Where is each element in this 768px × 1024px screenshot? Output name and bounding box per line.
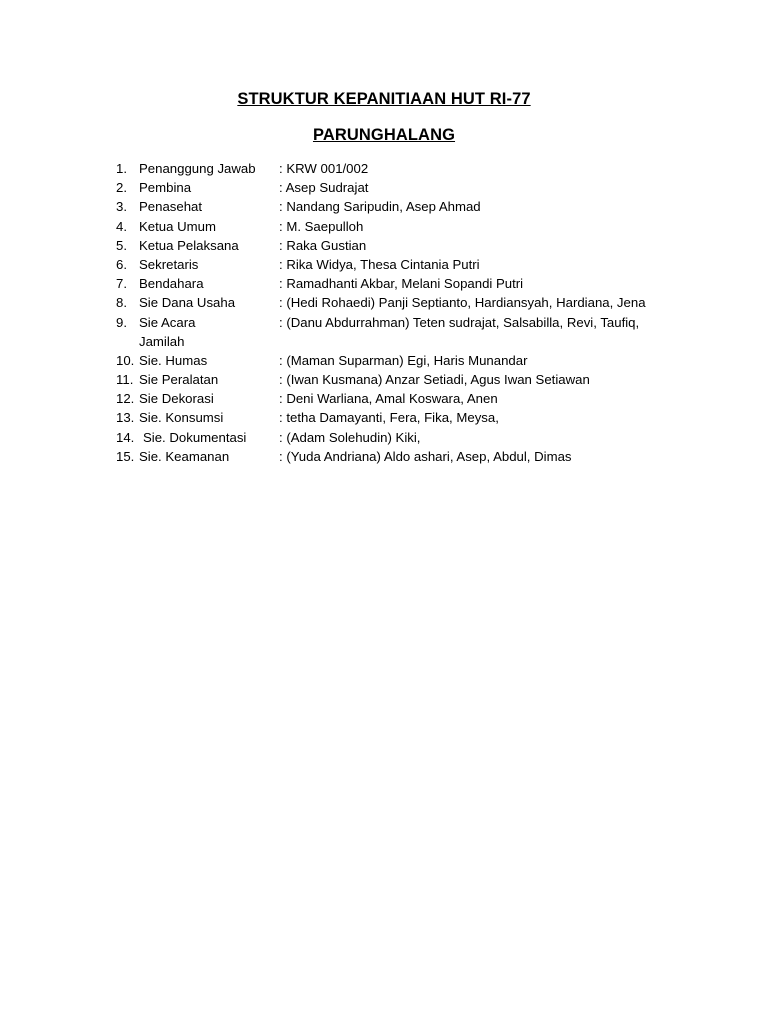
role-label: Sie. Keamanan [139,448,230,464]
role-label: Sekretaris [139,256,199,272]
list-item [116,370,696,389]
list-item [116,447,696,466]
members-value: : Deni Warliana, Amal Koswara, Anen [279,391,498,407]
item-number: 1. [116,161,127,176]
item-number: 7. [116,276,127,292]
role-label: Penanggung Jawab [139,161,256,176]
role-label: Bendahara [139,276,204,292]
members-continuation: Jamilah [139,333,185,349]
item-number: 3. [116,199,127,215]
list-item [116,274,696,293]
list-item [116,217,696,236]
members-value: : Nandang Saripudin, Asep Ahmad [279,199,481,215]
item-number: 13. [116,410,135,426]
members-value: : Rika Widya, Thesa Cintania Putri [279,256,480,272]
list-item [116,197,696,216]
members-value: : M. Saepulloh [279,218,364,234]
committee-list [116,159,696,466]
list-item [116,389,696,408]
item-number: 14. [116,429,135,445]
members-value: : Ramadhanti Akbar, Melani Sopandi Putri [279,276,524,292]
list-item [116,293,696,312]
item-number: 8. [116,295,127,311]
list-item [116,408,696,427]
item-number: 11. [116,372,134,388]
list-item [116,159,696,178]
document-subtitle: PARUNGHALANG [312,126,456,144]
members-value: : (Adam Solehudin) Kiki, [279,429,421,445]
item-number: 12. [116,391,135,407]
role-label: Sie. Humas [139,352,208,368]
item-number: 6. [116,256,127,272]
members-value: : (Danu Abdurrahman) Teten sudrajat, Salsabilla, Revi, Taufiq, [279,314,640,330]
item-number: 9. [116,314,127,330]
role-label: Sie. Konsumsi [139,410,224,426]
role-label: Pembina [139,180,192,196]
members-value: : Asep Sudrajat [279,180,369,196]
members-value: : (Iwan Kusmana) Anzar Setiadi, Agus Iwan Setiawan [279,372,590,388]
item-number: 10. [116,352,135,368]
members-value: : (Yuda Andriana) Aldo ashari, Asep, Abdul, Dimas [279,448,572,464]
role-label: Sie Dekorasi [139,391,214,407]
list-item [116,178,696,197]
role-label: Penasehat [139,199,203,215]
item-number: 4. [116,218,127,234]
members-value: : (Hedi Rohaedi) Panji Septianto, Hardiansyah, Hardiana, Jena [279,295,646,311]
members-value: : (Maman Suparman) Egi, Haris Munandar [279,352,528,368]
list-item [116,255,696,274]
members-value: : tetha Damayanti, Fera, Fika, Meysa, [279,410,499,426]
document-title: STRUKTUR KEPANITIAAN HUT RI-77 [237,90,531,108]
role-label: Ketua Umum [139,218,216,234]
item-number: 5. [116,237,127,253]
item-number: 2. [116,180,127,196]
list-item [116,428,696,447]
members-value: : Raka Gustian [279,237,367,253]
role-label: Sie. Dokumentasi [143,429,247,445]
role-label: Sie Acara [139,314,196,330]
role-label: Ketua Pelaksana [139,237,239,253]
item-number: 15. [116,448,135,464]
list-item [116,236,696,255]
list-item [116,313,696,351]
role-label: Sie Peralatan [139,372,219,388]
list-item [116,351,696,370]
members-value: : KRW 001/002 [279,161,369,176]
role-label: Sie Dana Usaha [139,295,236,311]
